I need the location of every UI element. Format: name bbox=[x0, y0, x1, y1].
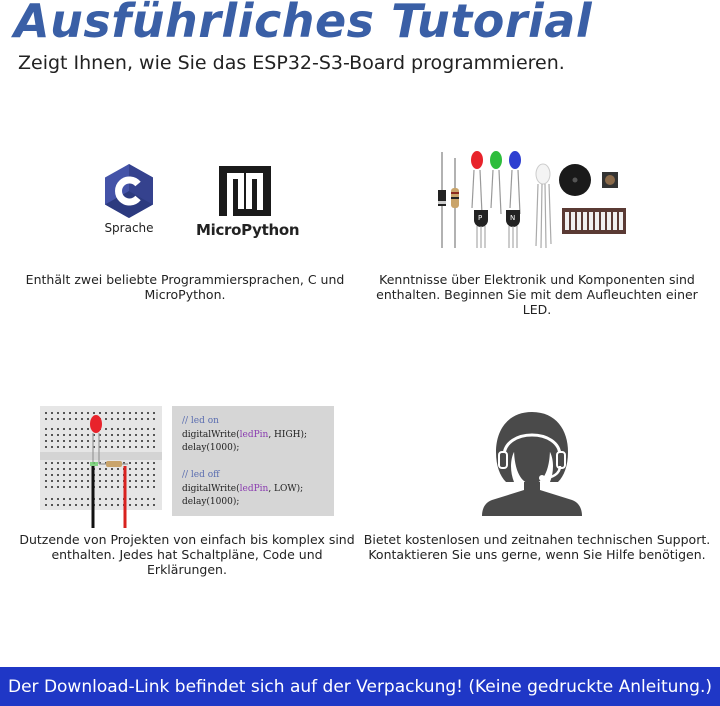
svg-text:P: P bbox=[478, 214, 483, 222]
code-line-write-high bbox=[182, 429, 324, 443]
electronic-components-icon bbox=[432, 148, 632, 252]
code-line-delay-1: delay(1000); bbox=[182, 443, 240, 453]
support-headset-icon bbox=[480, 410, 584, 516]
code-comment-on: // led on bbox=[182, 416, 219, 426]
feature-components-caption: Kenntnisse über Elektronik und Komponenten sind enthalten. Beginnen Sie mit dem Aufleuchten einer LED. bbox=[376, 272, 698, 317]
micropython-label: MicroPython bbox=[196, 221, 300, 239]
feature-support-caption: Bietet kostenlosen und zeitnahen technischen Support. Kontaktieren Sie uns gerne, wenn Sie Hilfe benötigen. bbox=[363, 532, 711, 562]
svg-text:N: N bbox=[510, 214, 516, 222]
code-blank-line bbox=[182, 456, 324, 470]
c-language-label: Sprache bbox=[104, 221, 154, 235]
code-comment-off: // led off bbox=[182, 470, 220, 480]
code-sample bbox=[172, 406, 334, 516]
feature-languages-caption: Enthält zwei beliebte Programmiersprachen, C und MicroPython. bbox=[25, 272, 345, 302]
code-line-write-low bbox=[182, 483, 324, 497]
code-arg: , LOW); bbox=[268, 483, 304, 494]
code-var: ledPin bbox=[239, 483, 269, 494]
code-var: ledPin bbox=[239, 429, 269, 440]
code-line-delay-2: delay(1000); bbox=[182, 497, 240, 507]
micropython-icon bbox=[219, 166, 271, 216]
code-fn: digitalWrite( bbox=[182, 483, 240, 494]
breadboard-led-icon bbox=[40, 406, 162, 528]
page-title: Ausführliches Tutorial bbox=[14, 0, 593, 48]
feature-projects-caption: Dutzende von Projekten von einfach bis komplex sind enthalten. Jedes hat Schaltpläne, Code und Erklärungen. bbox=[19, 532, 355, 577]
download-banner: Der Download-Link befindet sich auf der Verpackung! (Keine gedruckte Anleitung.) bbox=[0, 667, 720, 706]
code-arg: , HIGH); bbox=[268, 429, 308, 440]
code-fn: digitalWrite( bbox=[182, 429, 240, 440]
page-subtitle: Zeigt Ihnen, wie Sie das ESP32-S3-Board programmieren. bbox=[18, 52, 565, 74]
c-language-icon bbox=[100, 162, 158, 220]
